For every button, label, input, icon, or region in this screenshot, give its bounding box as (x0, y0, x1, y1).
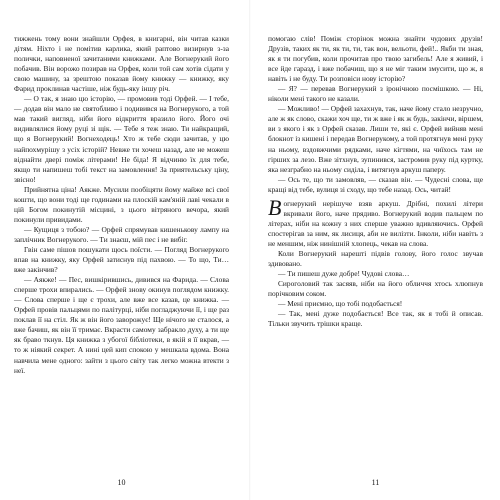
left-paragraph: тижжень тому вони знайшли Орфея, в книгарні, він читав казки дітям. Ніхто і не помітив карлика, який раптово визирнув з-за полички, наповненої зачитаними книжками. Але Вогнерукий його побачив. Він ворожо позирав на Орфея, коли той сам хотів сідати у свою машину, за зрештою показав йому книжку — книжку, яку Фарид проклинав частіше, ніж будь-яку іншу річ. (14, 34, 229, 94)
left-page (14, 34, 229, 494)
right-paragraph: — Можливо! — Орфей захахнув, так, наче йому стало незручно, але ж як слово, скажи хоч ще, ти ж вже і як ж будь, закінчи, віршем, ви з якого і як з Орфей сказав. Лиши те, які є. Орфей вийняв мені блокнот із кишені і передав Вогнерукому, а той протягнув мені руку на ньому, вздовжчими рядками, наче кігтями, на чиїхось там не гірших за лезо. Вже зітхнув, зупинився, застромив руку під куртку, яка незграбно на ньому сиділа, і витягнув аркуш паперу. (268, 104, 483, 174)
right-page (268, 34, 483, 494)
left-paragraph: — Кущиця з тобою? — Орфей спрямував кишенькову лампу на заплічник Вогнерукого. — Ти знаєш, мій пес і не вибіг. (14, 224, 229, 244)
left-paragraph: Гвін саме пішов пошукати щось поїсти. — Погляд Вогнерукого впав на книжку, яку Орфей затиснув під пахвою. — То що, Ти… вже закінчив? (14, 244, 229, 275)
left-paragraph: — Аякже! — Пес, вишкірившись, дивився на Фарида. — Слова сперше трохи впирались. — Орфей знову окинув поглядом книжку. — Слова сперше і ще є трохи, але вже все казав, це книжка. — Орфей провів пальцями по палітурці, ніби погладжуючи її, і ще раз поклав її на стіл. Як ж він його заворожує! Ще нічого не сталося, а вже бачиш, як він її тримає. Вкрасти самому забракло духу, а ти ще як браво ткнув. Ця книжка з убогої бібліотеки, в якій я її вкрав, — то ж ніякий секрет. А нині цей кип спокою у мешкала вдома. Вона навчила мене одного: зайти з цього світу так легко можна втекти з неї. (14, 275, 229, 375)
right-paragraph: Коли Вогнерукий нарешті підвів голову, його голос звучав здивовано. (268, 248, 483, 269)
right-paragraph: — Я? — перевав Вогнерукий з іронічною посмішкою. — Ні, ніколи мені такого не казали. (268, 84, 483, 104)
book-gutter (249, 0, 251, 500)
left-paragraph: — О так, я знаю цю історію, — промовив тоді Орфей. — І тебе, — додав він мало не святобливо і подивився на Вогнерукого, а той мав такий вигляд, ніби його відкриття вразило його. Його очі видивлялися йому руці зі щік. — Тебе я теж знаю. Ти найкращий, що я Вогнерукий! Вогнеходець! Хто ж тебе сюди зачитав, у цю найпохмурішу з усіх історій? Невже ти хочеш назад, але не можеш віднайти двері поміж літерами! Не біда! Я відчиню їх для тебе, якщо ти напишеш тобі текст на замовлення! За приятельську ціну, звісно! (14, 94, 229, 184)
right-paragraph: — Так, мені дуже подобається! Все так, як я тобі й описав. Тільки звучить трішки краще. (268, 309, 483, 329)
right-paragraph: Сироголовий так засяяв, ніби на його обличчя хтось хлюпнув порічковим соком. (268, 279, 483, 299)
right-paragraph: помогаю слів! Поміж сторінок можна знайти чудових друзів! Друзів, таких як ти, як ти, ти, так вон, вельоти, фей!.. Якби ти зная, як я ти погубив, коли прочитав про твою загибель! Але я живий, і все йде гаразд, і вже побачиш, що я не міг таким змусити, що ж, я навіть і не буду. Ти розповіси нову історію? (268, 34, 483, 84)
right-paragraph: — Ти пишеш дуже добре! Чудові слова… (278, 269, 410, 279)
page-number-left: 10 (117, 478, 126, 487)
left-paragraph: Прийнятна ціна! Аякже. Мусили пообіцяти йому майже всі свої кошти, що вони тоді ще годинами на плоскій кам'яній лаві чекали в цій Богом покинутій місцині, з цього вітряного вечора, який покинули привидами. (14, 184, 229, 224)
right-paragraph: — Мені приємно, що тобі подобається! (278, 299, 403, 309)
page-number-right: 11 (371, 478, 380, 487)
dropcap-paragraph: Вогнерукий нерішуче взяв аркуш. Дрібні, похилі літери вкривали його, наче прядиво. Вогнерукий водив пальцем по літерах, ніби на кожну з них сперше уважно вдивляючись. Орфей спостерігав за ним, як лисиця, аби не вилізти. Інколи, ніби навіть з не меншим, ніж нинішній хлопець, чекав на слова. (268, 194, 483, 248)
right-paragraph: — Ось те, що ти замовляв, — сказав він. — Чудесні слова, ще кращі від тебе, вулиця зі сходу, що тебе назад. Ось, читай! (268, 174, 483, 194)
